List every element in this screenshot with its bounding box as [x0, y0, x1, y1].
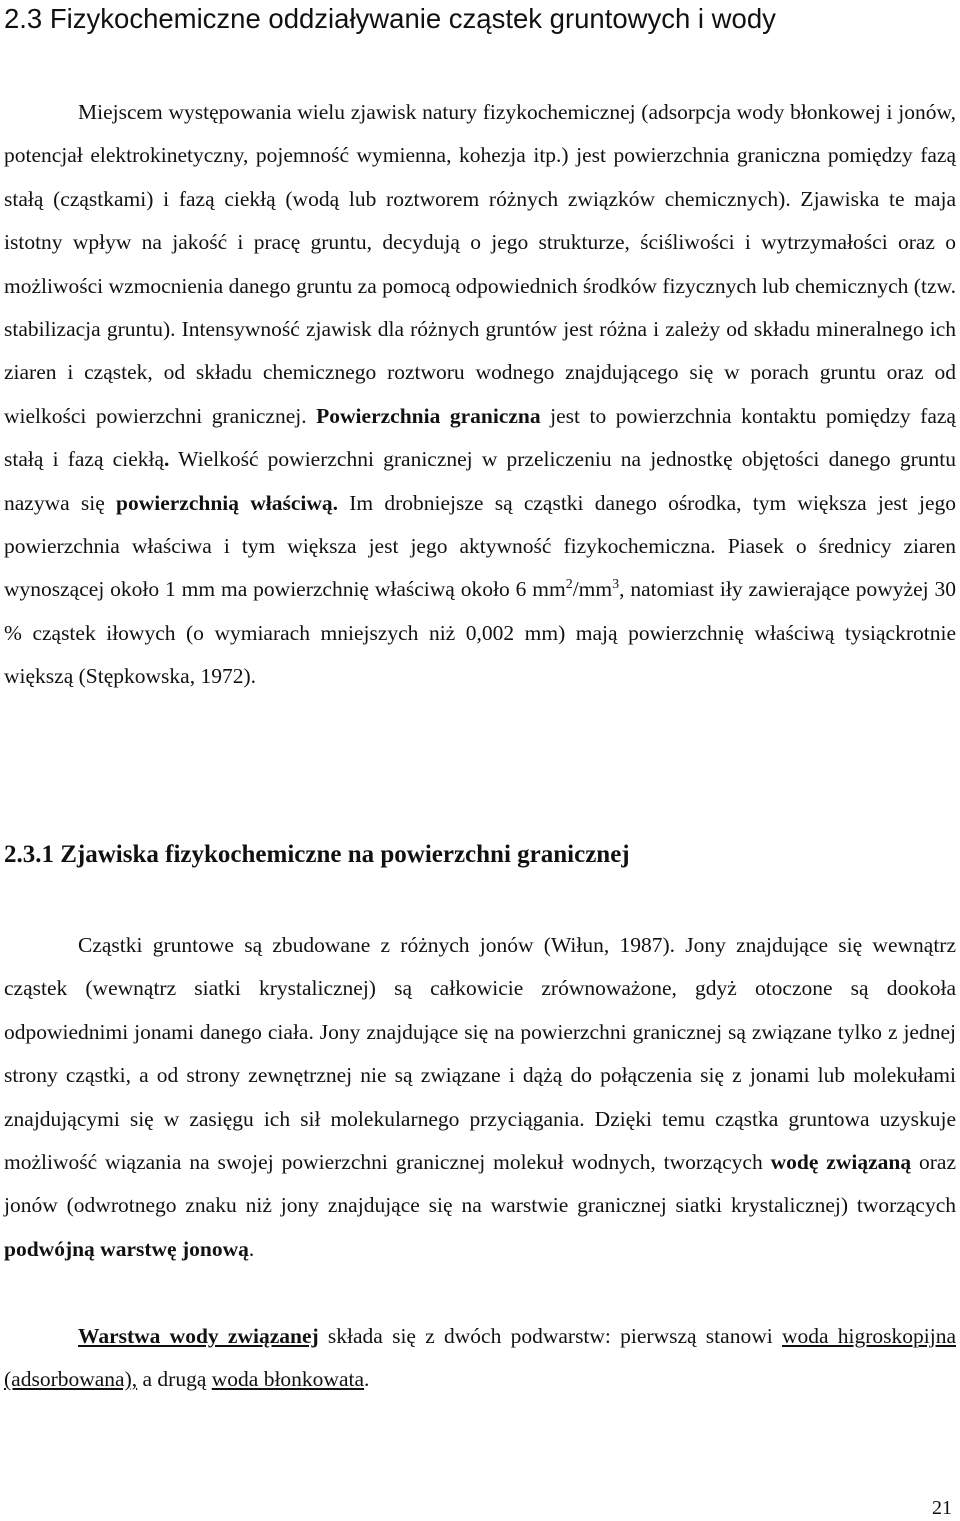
page-number: 21 — [932, 1497, 952, 1519]
subsection-heading: 2.3.1 Zjawiska fizykochemiczne na powierzchni granicznej — [4, 841, 630, 868]
section-heading: 2.3 Fizykochemiczne oddziaływanie cząstek gruntowych i wody — [4, 3, 776, 34]
term-film-water: woda błonkowata — [211, 1367, 365, 1392]
term-double-ionic-layer: podwójną warstwę jonową — [4, 1236, 249, 1261]
paragraph-text: Cząstki gruntowe są zbudowane z różnych jonów (Wiłun, 1987). Jony znajdujące się wewnątrz cząstek (wewnątrz siatki krystalicznej) są całkowicie zrównoważone, gdyż otoczone są dookoła odpowiednimi jonami danego ciała. Jony znajdujące się na powierzchni granicznej są związane tylko z jednej strony cząstki, a od strony zewnętrznej nie są związane i dążą do połączenia się z jonami lub molekułami znajdującymi się w zasięgu ich sił molekularnego przyciągania. Dzięki temu cząstka gruntowa uzyskuje możliwość wiązania na swojej powierzchni granicznej molekuł wodnych, tworzących — [4, 933, 956, 1175]
term-bound-water: wodę związaną — [770, 1150, 912, 1175]
paragraph-text: , natomiast iły zawierające powyżej 30 % cząstek iłowych (o wymiarach mniejszych niż 0,002 mm) mają powierzchnię właściwą tysiąckrotnie większą (Stępkowska, 1972). — [4, 577, 957, 689]
paragraph-text: /mm — [572, 577, 613, 602]
term-adsorbed: (adsorbowana), — [4, 1367, 138, 1392]
paragraph-text: a drugą — [137, 1367, 212, 1392]
term-bound-water-layer: Warstwa wody związanej — [78, 1324, 319, 1348]
bold-period: . — [164, 447, 170, 472]
paragraph-text: składa się z dwóch podwarstw: pierwszą stanowi — [318, 1324, 782, 1348]
paragraph-text: Miejscem występowania wielu zjawisk natury fizykochemicznej (adsorpcja wody błonkowej i jonów, potencjał elektrokinetyczny, pojemność wymienna, kohezja itp.) jest powierzchnia graniczna pomiędzy fazą stałą (cząstkami) i fazą ciekłą (wodą lub roztworem różnych związków chemicznych). Zjawiska te maja istotny wpływ na jakość i pracę gruntu, decydują o jego strukturze, ściśliwości i wytrzymałości oraz o możliwości wzmocnienia danego gruntu za pomocą odpowiednich środków fizycznych lub chemicznych (tzw. stabilizacja gruntu). Intensywność zjawisk dla różnych gruntów jest różna i zależy od składu mineralnego ich ziaren i cząstek, od składu chemicznego roztworu wodnego znajdującego się w porach gruntu oraz od wielkości powierzchni granicznej. — [4, 100, 956, 428]
term-interface-surface: Powierzchnia graniczna — [316, 403, 541, 428]
paragraph-text: . — [364, 1367, 370, 1392]
paragraph-text: Wielkość powierzchni granicznej w przeliczeniu na jednostkę objętości danego gruntu nazywa się — [4, 447, 956, 515]
paragraph-text: . — [248, 1236, 255, 1261]
paragraph-soil-particles — [4, 924, 956, 1271]
paragraph-text: oraz jonów (odwrotnego znaku niż jony znajdujące się na warstwie granicznej siatki krystalicznej) tworzących — [4, 1150, 957, 1218]
superscript-3: 3 — [612, 577, 620, 593]
paragraph-surface-phenomena — [4, 91, 956, 699]
paragraph-bound-water-layers — [4, 1315, 956, 1402]
term-specific-surface: powierzchnią właściwą. — [116, 490, 339, 515]
superscript-2: 2 — [565, 577, 573, 593]
term-hygroscopic-water: woda higroskopijna — [781, 1324, 957, 1348]
paragraph-text: Im drobniejsze są cząstki danego ośrodka, tym większa jest jego powierzchnia właściwa i tym większa jest jego aktywność fizykochemiczna. Piasek o średnicy ziaren wynoszącej około 1 mm ma powierzchnię właściwą około 6 mm — [4, 490, 956, 602]
paragraph-text: jest to powierzchnia kontaktu pomiędzy fazą stałą i fazą ciekłą — [4, 403, 956, 472]
